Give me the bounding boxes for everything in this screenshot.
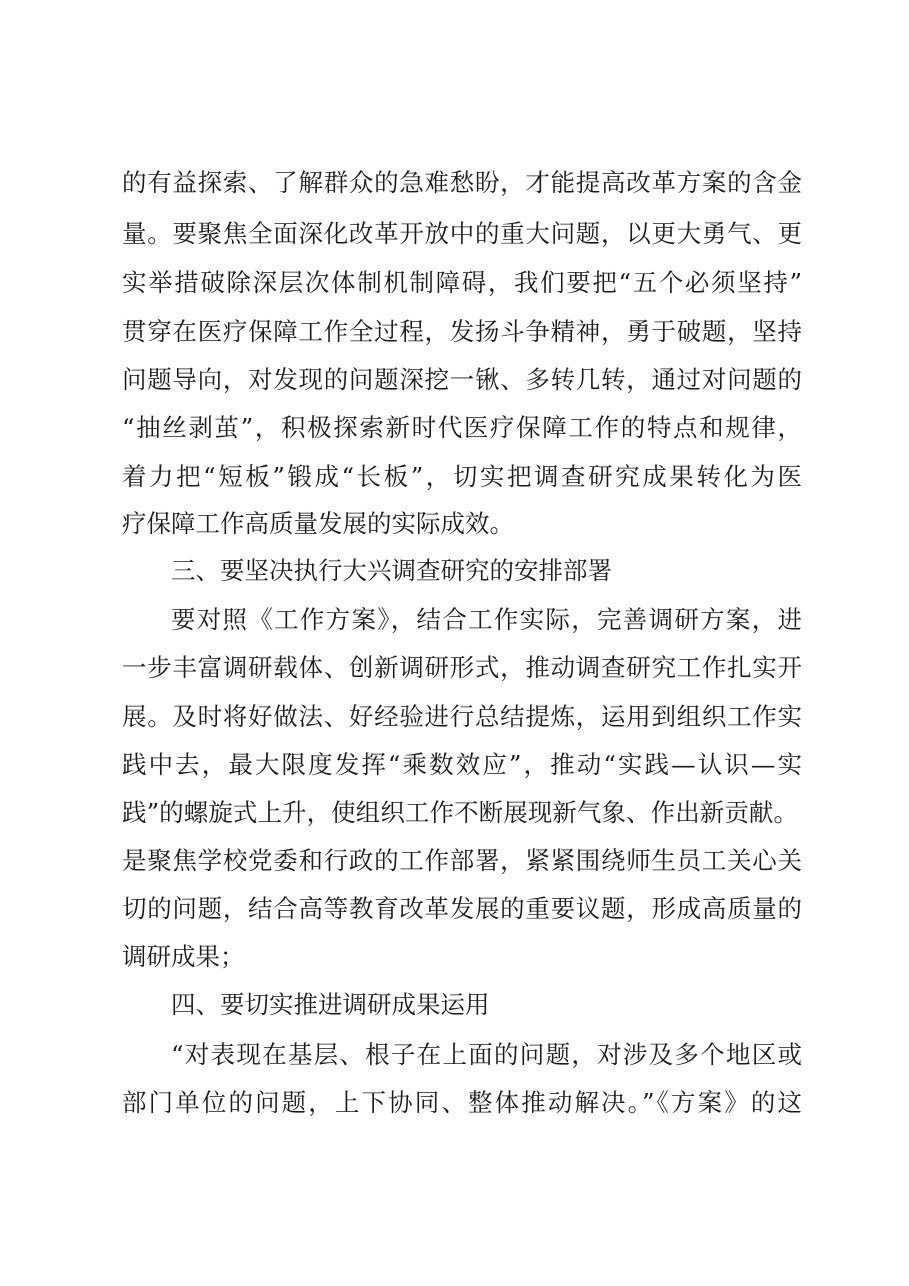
paragraph-line: 疗保障工作高质量发展的实际成效。 (122, 509, 514, 538)
paragraph-line: 量。要聚焦全面深化改革开放中的重大问题，以更大勇气、更 (122, 219, 802, 248)
section-heading: 四、要切实推进调研成果运用 (171, 990, 490, 1019)
paragraph-line: 切的问题，结合高等教育改革发展的重要议题，形成高质量的 (122, 894, 802, 923)
paragraph-line: “抽丝剥茧”，积极探索新时代医疗保障工作的特点和规律， (122, 413, 802, 442)
paragraph-line: 践”的螺旋式上升，使组织工作不断展现新气象、作出新贡献。 (122, 798, 798, 827)
paragraph-line: 展。及时将好做法、好经验进行总结提炼，运用到组织工作实 (122, 702, 802, 731)
paragraph-line: 是聚焦学校党委和行政的工作部署，紧紧围绕师生员工关心关 (122, 846, 802, 875)
paragraph-line: 实举措破除深层次体制机制障碍，我们要把“五个必须坚持” (122, 268, 802, 297)
paragraph-line: 一步丰富调研载体、创新调研形式，推动调查研究工作扎实开 (122, 653, 802, 682)
paragraph-line: 着力把“短板”锻成“长板”，切实把调查研究成果转化为医 (122, 462, 802, 491)
paragraph-line: 践中去，最大限度发挥“乘数效应”，推动“实践—认识—实 (122, 750, 802, 779)
paragraph-line: 的有益探索、了解群众的急难愁盼，才能提高改革方案的含金 (122, 168, 802, 197)
paragraph-line: 部门单位的问题，上下协同、整体推动解决。”《方案》的这 (122, 1088, 802, 1117)
paragraph-line: 调研成果； (122, 942, 245, 971)
paragraph-line: 问题导向，对发现的问题深挖一锹、多转几转，通过对问题的 (122, 365, 802, 394)
paragraph-line: 贯穿在医疗保障工作全过程，发扬斗争精神，勇于破题，坚持 (122, 317, 802, 346)
paragraph-line: “对表现在基层、根子在上面的问题，对涉及多个地区或 (171, 1040, 802, 1069)
paragraph-line: 要对照《工作方案》，结合工作实际，完善调研方案，进 (171, 605, 802, 634)
section-heading: 三、要坚决执行大兴调查研究的安排部署 (171, 556, 612, 585)
